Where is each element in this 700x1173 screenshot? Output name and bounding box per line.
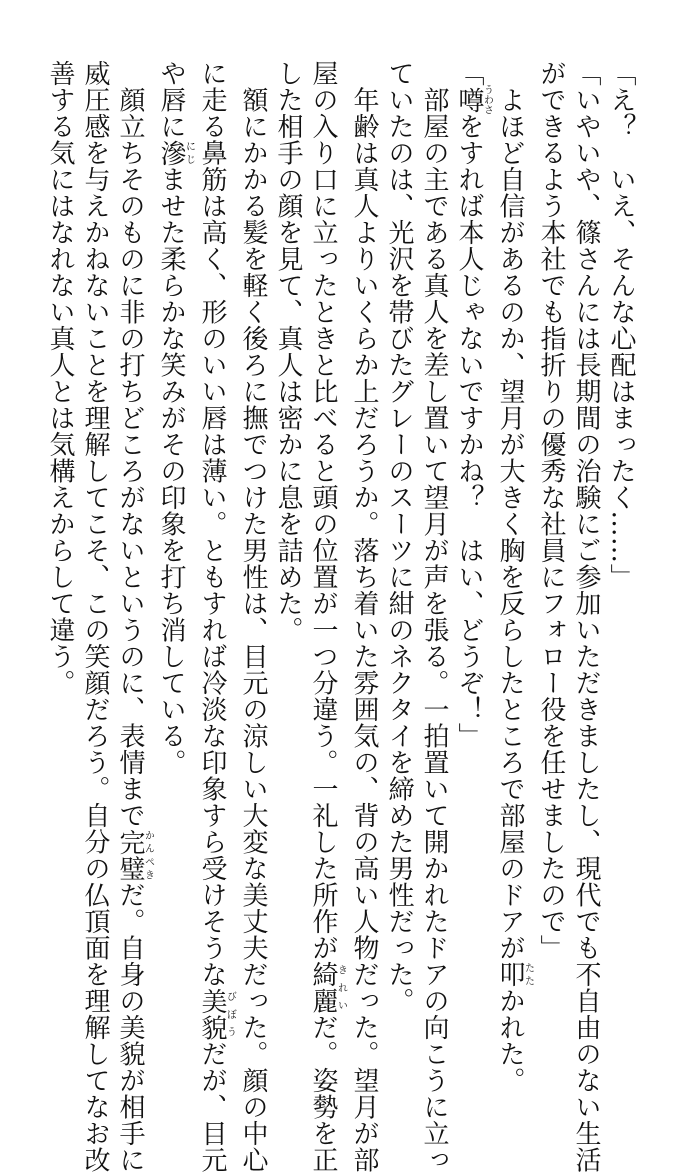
text-line: よほど自信があるのか、望月が大きく胸を反らしたところで部屋のドアが叩たたかれた。 (495, 60, 534, 1094)
text-line: 「噂うわさをすれば本人じゃないですかね？ はい、どうぞ！」 (454, 60, 493, 749)
text-line: 額にかかる髪を軽く後ろに撫でつけた男性は、目元の涼しい大変な美丈夫だった。顔の中心 (238, 60, 268, 1173)
furigana-reading: びぼう (224, 987, 236, 1041)
text-line: や唇に滲にじませた柔らかな笑みがその印象を打ち消している。 (156, 60, 195, 776)
furigana-ruby: 綺麗きれい (308, 961, 347, 1014)
text-line: ができるよう本社でも指折りの優秀な社員にフォロー役を任せましたので」 (536, 60, 566, 961)
text-line: 年齢は真人よりいくらか上だろうか。落ち着いた雰囲気の、背の高い人物だった。望月が部 (349, 60, 379, 1173)
furigana-reading: たた (522, 961, 534, 988)
text-line: 屋の入り口に立ったときと比べると頭の位置が一つ分違う。一礼した所作が綺麗きれいだ。姿勢を正 (308, 60, 347, 1173)
furigana-ruby: 美貌びぼう (197, 987, 236, 1041)
furigana-reading: にじ (183, 139, 195, 166)
text-line: 部屋の主である真人を差し置いて望月が声を張る。一拍置いて開かれたドアの向こうに立っ (419, 60, 449, 1173)
text-line: に走る鼻筋は高く、形のいい唇は薄い。ともすれば冷淡な印象すら受けそうな美貌びぼうだが、目元 (197, 60, 236, 1173)
furigana-reading: かんぺき (142, 828, 154, 882)
furigana-ruby: 完璧かんぺき (115, 828, 154, 882)
text-line: した相手の顔を見て、真人は密かに息を詰めた。 (273, 60, 303, 643)
text-line: 威圧感を与えかねないことを理解してこそ、この笑顔だろう。自分の仏頂面を理解してなお改 (80, 60, 110, 1173)
furigana-ruby: 滲にじ (156, 139, 195, 166)
vertical-text-block (45, 60, 638, 1173)
furigana-ruby: 噂うわさ (454, 84, 493, 115)
text-line: 顔立ちそのものに非の打ちどころがないというのに、表情まで完璧かんぺきだ。自身の美貌が相手に (115, 60, 154, 1173)
text-line: 「いやいや、篠さんには長期間の治験にご参加いただきましたし、現代でも不自由のない生活 (571, 60, 601, 1173)
furigana-ruby: 叩たた (495, 961, 534, 988)
furigana-reading: うわさ (481, 84, 493, 115)
text-line: 「え？ いえ、そんな心配はまったく……」 (606, 60, 636, 590)
text-line: 善する気にはなれない真人とは気構えからして違う。 (45, 60, 75, 696)
furigana-reading: きれい (335, 961, 347, 1014)
text-line: ていたのは、光沢を帯びたグレーのスーツに紺のネクタイを締めた男性だった。 (384, 60, 414, 1014)
